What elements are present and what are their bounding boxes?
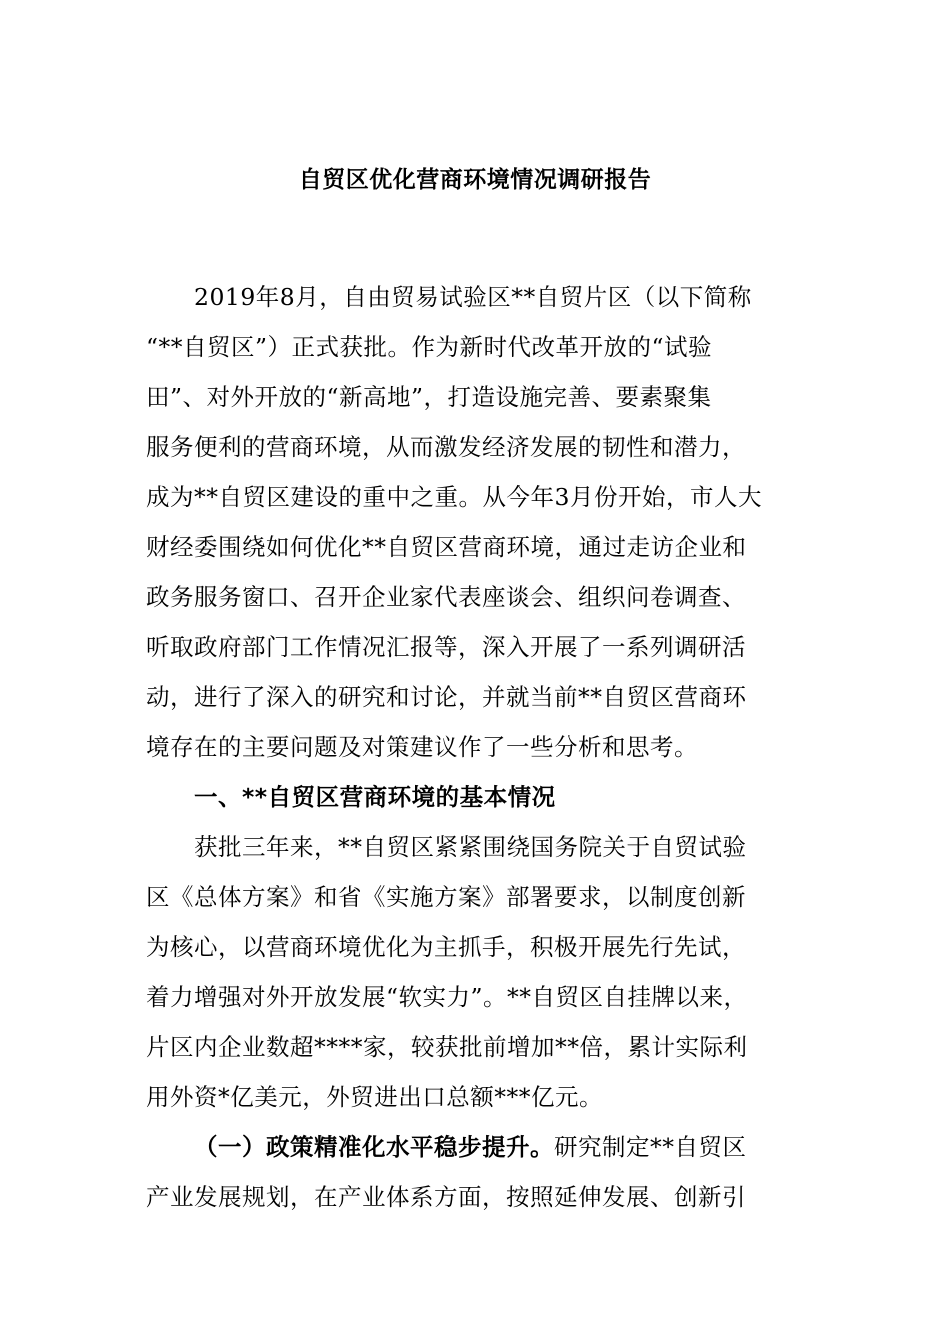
paragraph-1-line-10: 境存在的主要问题及对策建议作了一些分析和思考。 [146, 733, 698, 761]
paragraph-1-line-8: 听取政府部门工作情况汇报等，深入开展了一系列调研活 [146, 633, 746, 661]
paragraph-1-line-6: 财经委围绕如何优化**自贸区营商环境，通过走访企业和 [146, 533, 747, 561]
paragraph-1-line-2: “**自贸区”）正式获批。作为新时代改革开放的“试验 [146, 333, 713, 361]
paragraph-3-line-2: 产业发展规划，在产业体系方面，按照延伸发展、创新引 [146, 1183, 746, 1211]
paragraph-1-line-4: 服务便利的营商环境，从而激发经济发展的韧性和潜力， [146, 433, 746, 461]
paragraph-2-line-2: 区《总体方案》和省《实施方案》部署要求，以制度创新 [146, 883, 746, 911]
paragraph-1-line-5: 成为**自贸区建设的重中之重。从今年3月份开始，市人大 [146, 483, 762, 511]
paragraph-3-line-1 [146, 1130, 806, 1180]
document-body [146, 280, 806, 1230]
paragraph-2-line-4: 着力增强对外开放发展“软实力”。**自贸区自挂牌以来， [146, 983, 748, 1011]
paragraph-1-line-7: 政务服务窗口、召开企业家代表座谈会、组织问卷调查、 [146, 583, 746, 611]
paragraph-1-line-1: 2019年8月，自由贸易试验区**自贸片区（以下简称 [194, 283, 752, 311]
paragraph-3-line-1-text: 研究制定**自贸区 [554, 1133, 747, 1161]
paragraph-2-line-3: 为核心，以营商环境优化为主抓手，积极开展先行先试， [146, 933, 746, 961]
paragraph-1-line-3: 田”、对外开放的“新高地”，打造设施完善、要素聚集 [146, 383, 712, 411]
paragraph-2-line-6: 用外资*亿美元，外贸进出口总额***亿元。 [146, 1083, 603, 1111]
subheading-1: （一）政策精准化水平稳步提升。 [194, 1133, 554, 1161]
paragraph-2-line-5: 片区内企业数超****家，较获批前增加**倍，累计实际利 [146, 1033, 748, 1061]
paragraph-2-line-1: 获批三年来，**自贸区紧紧围绕国务院关于自贸试验 [194, 833, 747, 861]
paragraph-1-line-9: 动，进行了深入的研究和讨论，并就当前**自贸区营商环 [146, 683, 747, 711]
section-heading-1: 一、**自贸区营商环境的基本情况 [194, 783, 556, 811]
document-title: 自贸区优化营商环境情况调研报告 [298, 167, 652, 193]
